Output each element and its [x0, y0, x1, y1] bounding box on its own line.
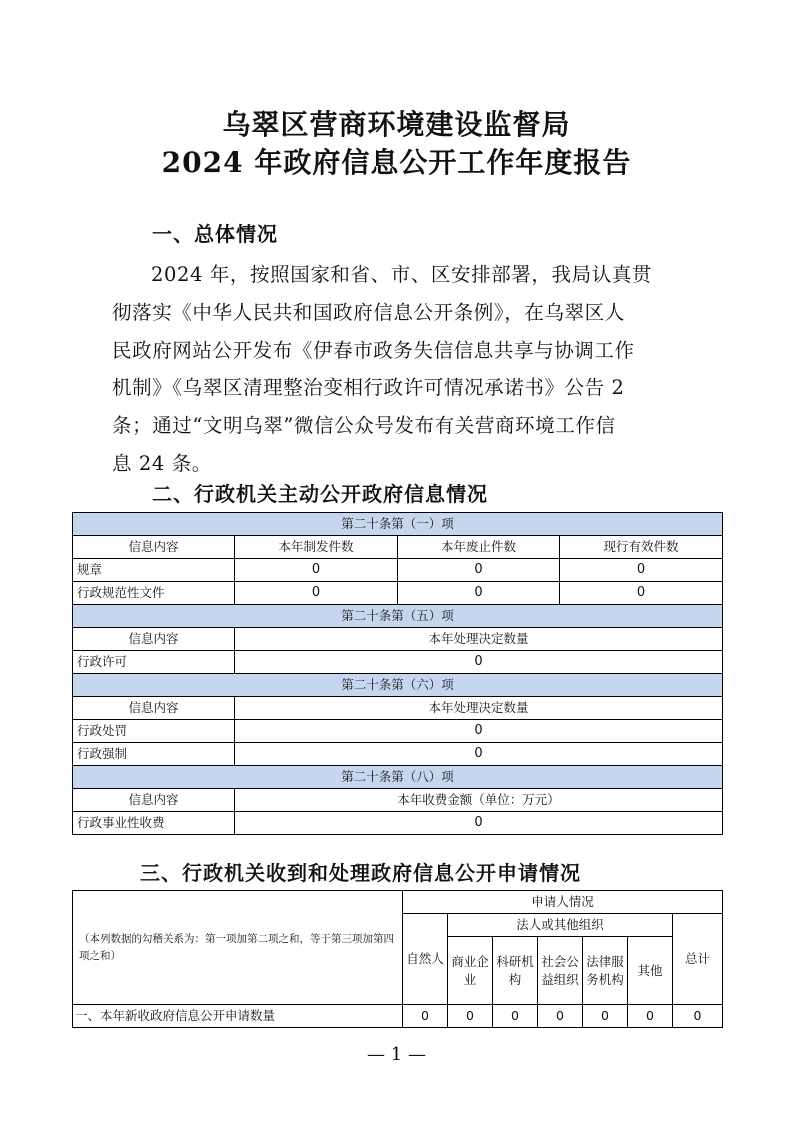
table-row — [73, 582, 723, 605]
table-row — [73, 559, 723, 582]
paragraph-line: 息 24 条。 — [112, 451, 212, 475]
column-header-natural-person: 自然人 — [403, 914, 448, 1005]
application-handling-table — [72, 890, 723, 1028]
column-header: 本年废止件数 — [398, 536, 560, 559]
column-header: 本年制发件数 — [235, 536, 398, 559]
cell-value: 0 — [235, 651, 723, 674]
relationship-note: （本列数据的勾稽关系为：第一项加第二项之和，等于第三项加第四项之和） — [73, 891, 403, 1005]
table-row — [73, 812, 723, 835]
applicant-header: 申请人情况 — [403, 891, 723, 914]
column-header: 本年处理决定数量 — [235, 697, 723, 720]
row-label: 行政强制 — [73, 743, 235, 766]
column-header: 信息内容 — [73, 697, 235, 720]
column-header: 科研机构 — [493, 937, 538, 1005]
cell-value: 0 — [235, 582, 398, 605]
row-label: 一、本年新收政府信息公开申请数量 — [73, 1005, 403, 1028]
column-header: 商业企业 — [448, 937, 493, 1005]
document-title-line-1: 乌翠区营商环境建设监督局 — [222, 108, 571, 141]
document-title-line-2: 2024 年政府信息公开工作年度报告 — [161, 146, 632, 179]
page-number: — 1 — — [367, 1044, 426, 1065]
section-1-paragraph — [112, 256, 682, 483]
cell-value: 0 — [560, 559, 723, 582]
paragraph-line: 机制》《乌翠区清理整治变相行政许可情况承诺书》公告 2 — [112, 376, 625, 400]
column-header: 信息内容 — [73, 536, 235, 559]
section-header: 第二十条第（八）项 — [73, 766, 723, 789]
row-label: 行政事业性收费 — [73, 812, 235, 835]
row-label: 行政处罚 — [73, 720, 235, 743]
section-header: 第二十条第（六）项 — [73, 674, 723, 697]
cell-value: 0 — [398, 582, 560, 605]
cell-value: 0 — [235, 720, 723, 743]
cell-value: 0 — [628, 1005, 673, 1028]
cell-value: 0 — [538, 1005, 583, 1028]
paragraph-line: 2024 年，按照国家和省、市、区安排部署，我局认真贯 — [151, 263, 653, 286]
table-row — [73, 720, 723, 743]
paragraph-line: 民政府网站公开发布《伊春市政务失信信息共享与协调工作 — [112, 338, 635, 362]
section-2-heading: 二、行政机关主动公开政府信息情况 — [152, 482, 488, 506]
paragraph-line: 彻落实《中华人民共和国政府信息公开条例》，在乌翠区人 — [112, 300, 625, 324]
row-label: 行政规范性文件 — [73, 582, 235, 605]
cell-value: 0 — [493, 1005, 538, 1028]
section-3-heading: 三、行政机关收到和处理政府信息公开申请情况 — [140, 861, 581, 885]
cell-value: 0 — [235, 743, 723, 766]
cell-value: 0 — [448, 1005, 493, 1028]
column-header: 本年收费金额（单位：万元） — [235, 789, 723, 812]
column-header: 信息内容 — [73, 789, 235, 812]
column-header-total: 总计 — [673, 914, 723, 1005]
table-row — [73, 1005, 723, 1028]
section-1-heading: 一、总体情况 — [152, 222, 278, 246]
legal-entity-header: 法人或其他组织 — [448, 914, 673, 937]
cell-value: 0 — [398, 559, 560, 582]
row-label: 规章 — [73, 559, 235, 582]
column-header: 信息内容 — [73, 628, 235, 651]
cell-value: 0 — [403, 1005, 448, 1028]
column-header: 其他 — [628, 937, 673, 1005]
column-header: 现行有效件数 — [560, 536, 723, 559]
cell-value: 0 — [583, 1005, 628, 1028]
proactive-disclosure-table — [72, 512, 723, 835]
row-label: 行政许可 — [73, 651, 235, 674]
table-row — [73, 651, 723, 674]
section-header: 第二十条第（五）项 — [73, 605, 723, 628]
cell-value: 0 — [235, 812, 723, 835]
section-header: 第二十条第（一）项 — [73, 513, 723, 536]
cell-value: 0 — [560, 582, 723, 605]
paragraph-line: 条；通过“文明乌翠”微信公众号发布有关营商环境工作信 — [112, 414, 616, 438]
column-header: 本年处理决定数量 — [235, 628, 723, 651]
cell-value: 0 — [673, 1005, 723, 1028]
column-header: 法律服务机构 — [583, 937, 628, 1005]
table-row — [73, 743, 723, 766]
cell-value: 0 — [235, 559, 398, 582]
column-header: 社会公益组织 — [538, 937, 583, 1005]
